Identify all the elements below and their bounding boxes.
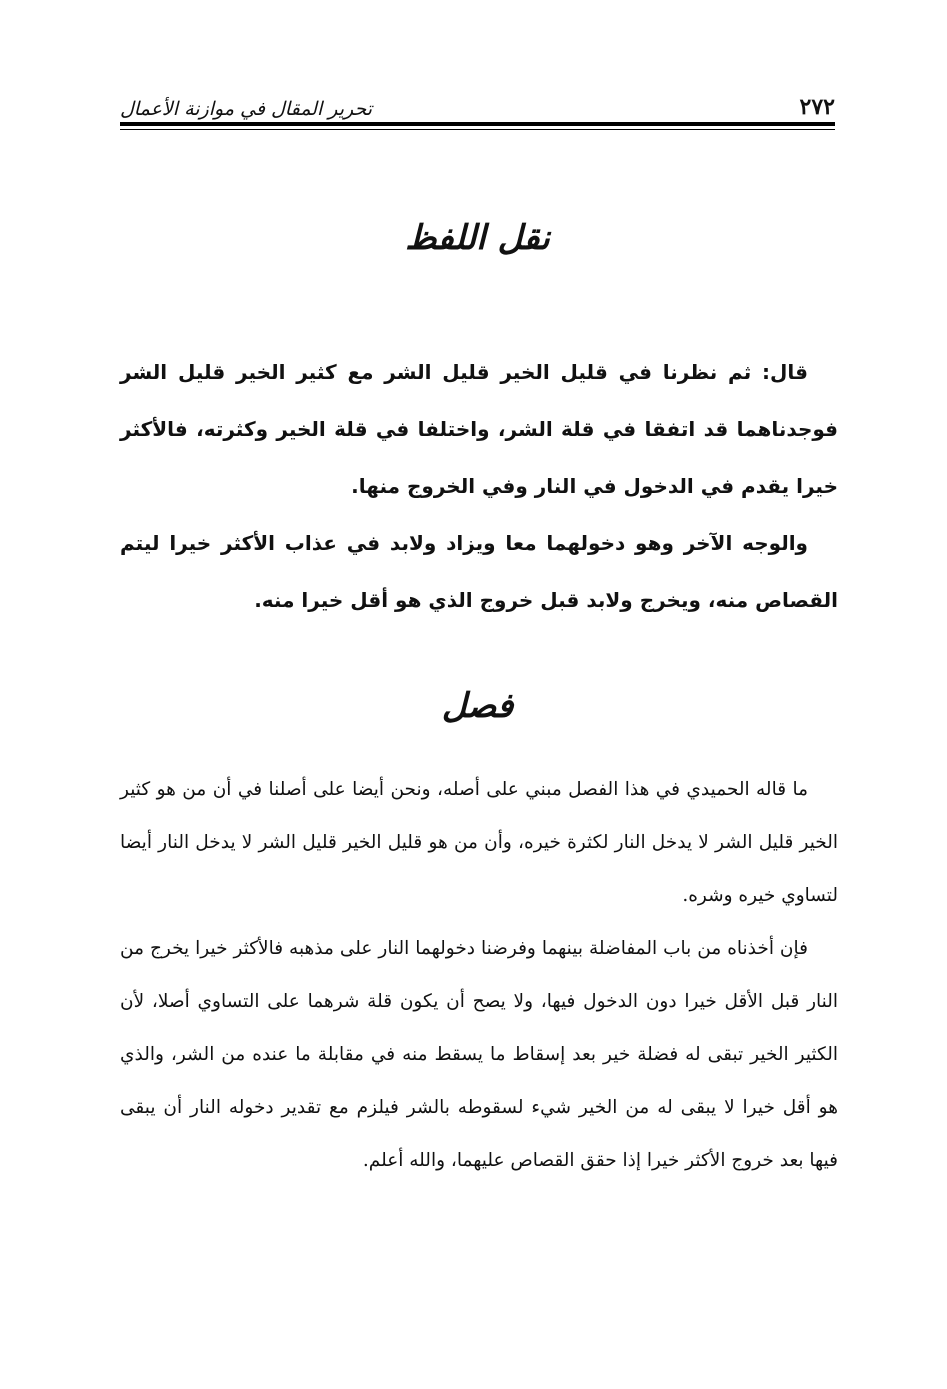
section-heading-naql-al-lafz: نقل اللفظ	[405, 218, 550, 258]
quoted-text	[120, 344, 838, 629]
section-heading-fasl: فصل	[441, 686, 514, 726]
commentary-paragraph-1: ما قاله الحميدي في هذا الفصل مبني على أصله، ونحن أيضا على أصلنا في أن من هو كثير الخير قليل الشر لا يدخل النار لكثرة خيره، وأن من هو قليل الخير قليل الشر لا يدخل النار أيضا لتساوي خيره وشره.	[120, 779, 838, 906]
running-title: تحرير المقال في موازنة الأعمال	[120, 98, 373, 120]
header-rule-thick	[120, 122, 835, 126]
running-header	[120, 80, 835, 120]
commentary-paragraph-2: فإن أخذناه من باب المفاضلة بينهما وفرضنا دخولهما النار على مذهبه فالأكثر خيرا يخرج من النار قبل الأقل خيرا دون الدخول فيها، ولا يصح أن يكون قلة شرهما على التساوي أصلا، لأن الكثير الخير تبقى له فضلة خير بعد إسقاط ما يسقط منه في مقابلة ما عنده من الشر، والذي هو أقل خيرا لا يبقى له من الخير شيء لسقوطه بالشر فيلزم مع تقدير دخوله النار أن يبقى فيها بعد خروج الأكثر خيرا إذا حقق القصاص عليهما، والله أعلم.	[120, 938, 838, 1171]
page-number: ٢٧٢	[799, 94, 835, 120]
quoted-paragraph-2: والوجه الآخر وهو دخولهما معا ويزاد ولابد في عذاب الأكثر خيرا ليتم القصاص منه، ويخرج ولابد قبل خروج الذي هو أقل خيرا منه.	[120, 531, 838, 612]
commentary-text	[120, 763, 838, 1187]
quoted-paragraph-1: قال: ثم نظرنا في قليل الخير قليل الشر مع كثير الخير قليل الشر فوجدناهما قد اتفقا في قلة الشر، واختلفا في قلة الخير وكثرته، فالأكثر خيرا يقدم في الدخول في النار وفي الخروج منها.	[120, 360, 838, 498]
header-rule-thin	[120, 129, 835, 130]
